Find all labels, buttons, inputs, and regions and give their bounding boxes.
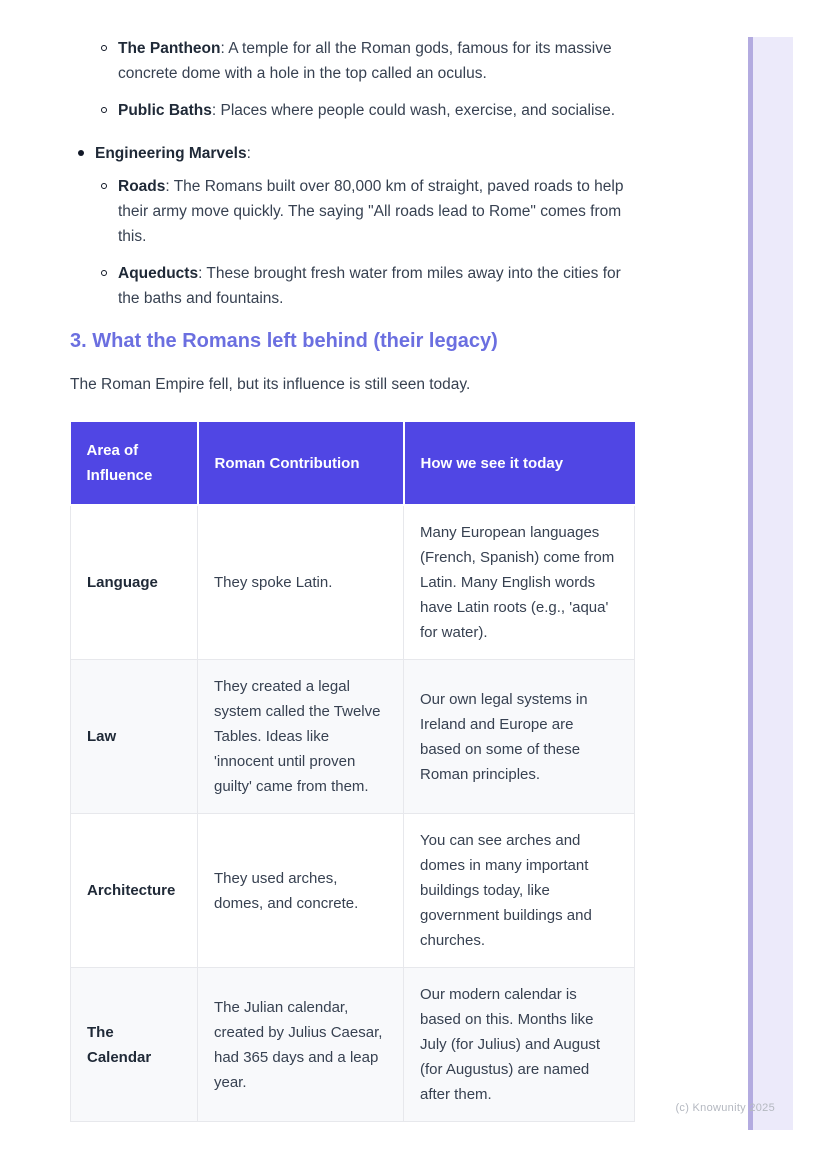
list-term: The Pantheon <box>118 40 221 57</box>
circle-bullet-icon <box>101 183 107 189</box>
disc-bullet-icon <box>78 150 84 156</box>
circle-bullet-icon <box>101 45 107 51</box>
cell-area: Language <box>71 505 198 660</box>
cell-today: You can see arches and domes in many important buildings today, like government buildings and churches. <box>404 814 635 968</box>
list-text: : These brought fresh water from miles away into the cities for the baths and fountains. <box>118 265 621 307</box>
list-term: Roads <box>118 178 166 195</box>
cell-area: The Calendar <box>71 968 198 1122</box>
section-intro: The Roman Empire fell, but its influence is still seen today. <box>70 376 471 393</box>
circle-bullet-icon <box>101 270 107 276</box>
cell-today: Our modern calendar is based on this. Months like July (for Julius) and August (for Augustus) are named after them. <box>404 968 635 1122</box>
list-item-aqueducts <box>70 261 634 311</box>
cell-area: Law <box>71 660 198 814</box>
table-header-row <box>71 421 635 505</box>
table-row <box>71 505 635 660</box>
cell-contribution: They spoke Latin. <box>198 505 404 660</box>
table-row <box>71 660 635 814</box>
list-text: : Places where people could wash, exercise, and socialise. <box>211 102 616 119</box>
column-header-area: Area of Influence <box>71 421 198 505</box>
list-text: : A temple for all the Roman gods, famous for its massive concrete dome with a hole in the top called an oculus. <box>118 40 612 82</box>
cell-contribution: They used arches, domes, and concrete. <box>198 814 404 968</box>
list-text: : The Romans built over 80,000 km of straight, paved roads to help their army move quickly. The saying "All roads lead to Rome" comes from this. <box>118 178 624 245</box>
column-header-today: How we see it today <box>404 421 635 505</box>
table-row <box>71 968 635 1122</box>
list-text: : <box>246 145 251 162</box>
cell-contribution: They created a legal system called the Twelve Tables. Ideas like 'innocent until proven guilty' came from them. <box>198 660 404 814</box>
circle-bullet-icon <box>101 107 107 113</box>
page-margin-line <box>748 37 753 1130</box>
cell-area: Architecture <box>71 814 198 968</box>
document-content <box>70 0 634 1122</box>
legacy-table <box>70 420 635 1122</box>
list-term: Aqueducts <box>118 265 199 282</box>
table-row <box>71 814 635 968</box>
list-item-public-baths <box>70 98 634 123</box>
cell-today: Our own legal systems in Ireland and Europe are based on some of these Roman principles. <box>404 660 635 814</box>
cell-today: Many European languages (French, Spanish) come from Latin. Many English words have Latin roots (e.g., 'aqua' for water). <box>404 505 635 660</box>
page-margin-band <box>753 37 793 1130</box>
list-item-pantheon <box>70 36 634 86</box>
cell-contribution: The Julian calendar, created by Julius Caesar, had 365 days and a leap year. <box>198 968 404 1122</box>
watermark: (c) Knowunity 2025 <box>675 1102 775 1114</box>
section-heading: 3. What the Romans left behind (their legacy) <box>70 330 498 352</box>
list-term: Engineering Marvels <box>95 145 247 162</box>
column-header-contribution: Roman Contribution <box>198 421 404 505</box>
list-term: Public Baths <box>118 102 212 119</box>
list-item-roads <box>70 174 634 249</box>
list-item-engineering-marvels <box>70 141 634 166</box>
